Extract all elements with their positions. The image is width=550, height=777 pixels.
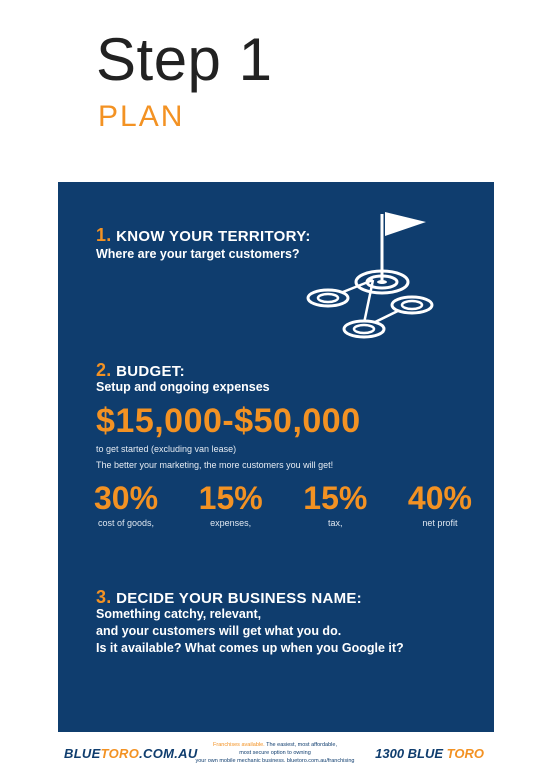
stat-expenses (199, 482, 263, 528)
stat-label: cost of goods, (98, 518, 155, 528)
franchise-blurb (160, 741, 390, 765)
budget-breakdown (94, 482, 472, 528)
stat-label: expenses, (210, 518, 252, 528)
business-name-heading (96, 587, 362, 608)
phone-text-main: 1300 BLUE (375, 746, 444, 761)
stat-value: 40% (407, 480, 472, 516)
page-subtitle: PLAN (98, 100, 185, 133)
stat-label: net profit (422, 518, 458, 528)
info-panel (58, 182, 494, 732)
franchise-line-2: most secure option to owning (239, 750, 311, 756)
franchise-line-1: The easiest, most affordable, (266, 742, 337, 748)
business-name-line-2: and your customers will get what you do. (96, 624, 342, 638)
page-title: Step 1 (96, 26, 273, 93)
phone-number (375, 746, 484, 761)
stat-label: tax, (328, 518, 343, 528)
territory-question: Where are your target customers? (96, 247, 300, 261)
territory-number: 1. (96, 225, 112, 245)
map-pin-flag-icon (298, 192, 488, 352)
stat-value: 15% (198, 480, 263, 516)
budget-note-marketing: The better your marketing, the more customers you will get! (96, 460, 334, 470)
business-name-number: 3. (96, 587, 112, 607)
budget-heading (96, 360, 185, 381)
budget-subtitle: Setup and ongoing expenses (96, 380, 270, 394)
budget-number: 2. (96, 360, 112, 380)
budget-title: BUDGET: (116, 363, 185, 380)
franchise-line-3: your own mobile mechanic business. bluetoro.com.au/franchising (195, 758, 355, 764)
stat-cost-of-goods (94, 482, 158, 528)
phone-text-accent: TORO (446, 746, 484, 761)
franchise-accent: Franchises available. (213, 742, 265, 748)
stat-value: 30% (94, 480, 159, 516)
stat-net-profit (408, 482, 472, 528)
logo-text-toro: TORO (100, 746, 140, 761)
budget-note-startup: to get started (excluding van lease) (96, 444, 237, 454)
logo-text-blue: BLUE (64, 746, 101, 761)
business-name-line-3: Is it available? What comes up when you Google it? (96, 641, 404, 655)
territory-heading (96, 225, 311, 246)
stat-tax (303, 482, 367, 528)
budget-range: $15,000-$50,000 (96, 402, 361, 440)
business-name-title: DECIDE YOUR BUSINESS NAME: (116, 590, 362, 607)
business-name-line-1: Something catchy, relevant, (96, 607, 262, 621)
logo-text-domain: .COM.AU (139, 746, 198, 761)
stat-value: 15% (303, 480, 368, 516)
territory-title: KNOW YOUR TERRITORY: (116, 228, 311, 245)
